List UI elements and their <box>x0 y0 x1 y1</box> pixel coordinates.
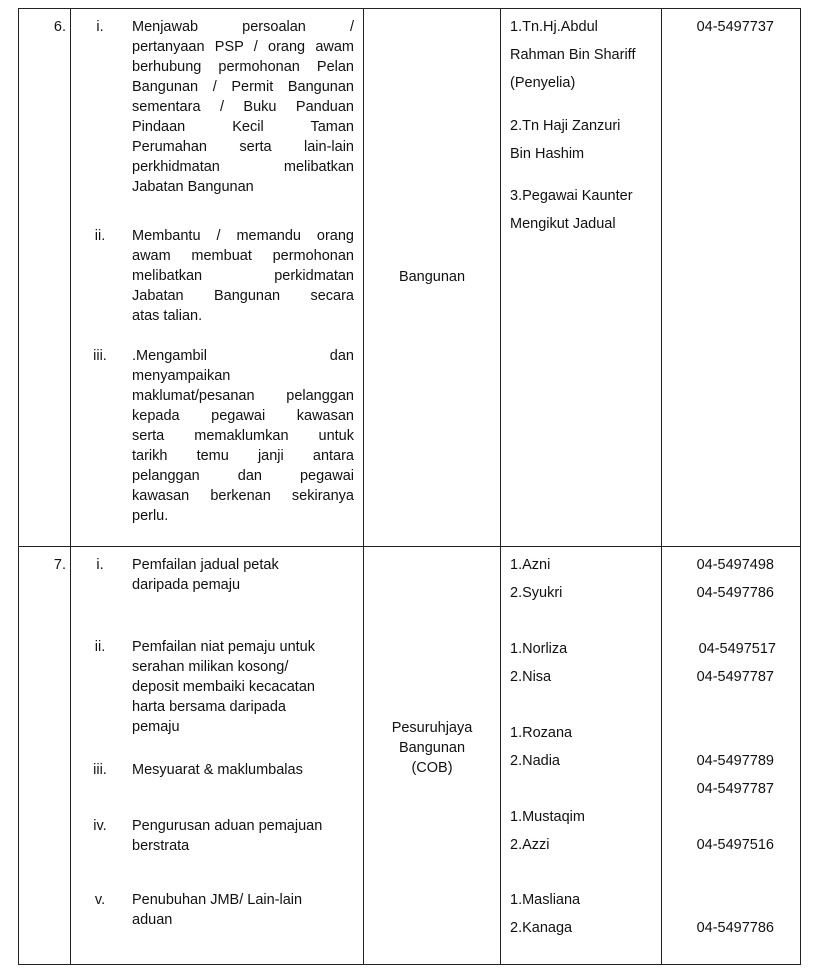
officer-name: 1.Mustaqim <box>510 809 585 825</box>
officer-name: 3.Pegawai Kaunter <box>510 188 633 204</box>
item-numeral: v. <box>94 892 106 908</box>
description-line: serahan milikan kosong/ <box>132 659 289 675</box>
officer-name: Bin Hashim <box>510 146 585 162</box>
row-divider <box>18 546 801 547</box>
column-divider <box>363 8 364 965</box>
item-description <box>132 226 354 326</box>
description-line: Membantu / memandu orang <box>132 228 354 244</box>
description-line: melibatkan perkidmatan <box>132 268 354 284</box>
description-line: serta memaklumkan untuk <box>132 428 354 444</box>
description-line: Perumahan serta lain-lain <box>132 139 354 155</box>
officer-name: 2.Tn Haji Zanzuri <box>510 118 621 134</box>
description-line: Mesyuarat & maklumbalas <box>132 762 303 778</box>
officer-name: 1.Rozana <box>510 725 573 741</box>
item-description <box>132 346 354 526</box>
officer-name: 2.Nisa <box>510 669 552 685</box>
description-line: Penubuhan JMB/ Lain-lain <box>132 892 303 908</box>
unit-name <box>365 718 499 778</box>
phone-number: 04-5497787 <box>696 781 774 797</box>
officer-name: 2.Azzi <box>510 837 550 853</box>
phone-number: 04-5497517 <box>698 641 776 657</box>
description-line: atas talian. <box>132 308 203 324</box>
description-line: pertanyaan PSP / orang awam <box>132 39 354 55</box>
officer-name: 1.Masliana <box>510 892 581 908</box>
description-line: Pemfailan jadual petak <box>132 557 279 573</box>
item-description <box>132 555 354 595</box>
description-line: perkhidmatan melibatkan <box>132 159 354 175</box>
item-numeral: iv. <box>93 818 107 834</box>
description-line: perlu. <box>132 508 169 524</box>
officer-name: Mengikut Jadual <box>510 216 616 232</box>
description-line: deposit membaiki kecacatan <box>132 679 315 695</box>
description-line: maklumat/pesanan pelanggan <box>132 388 354 404</box>
description-line: Menjawab persoalan / <box>132 19 354 35</box>
column-divider <box>70 8 71 965</box>
description-line: aduan <box>132 912 173 928</box>
description-line: berstrata <box>132 838 190 854</box>
officer-name: (Penyelia) <box>510 75 576 91</box>
description-line: Jabatan Bangunan secara <box>132 288 354 304</box>
item-description <box>132 17 354 197</box>
row-number: 6. <box>53 19 66 35</box>
phone-number: 04-5497789 <box>696 753 774 769</box>
phone-number: 04-5497786 <box>696 585 774 601</box>
item-numeral: iii. <box>93 762 107 778</box>
item-description <box>132 816 354 856</box>
description-line: pemaju <box>132 719 180 735</box>
officer-name: 1.Azni <box>510 557 551 573</box>
phone-number: 04-5497787 <box>696 669 774 685</box>
description-line: pelanggan dan pegawai <box>132 468 354 484</box>
item-description <box>132 760 354 780</box>
item-numeral: iii. <box>93 348 107 364</box>
description-line: Pengurusan aduan pemajuan <box>132 818 323 834</box>
description-line: tarikh temu janji antara <box>132 448 354 464</box>
description-line: daripada pemaju <box>132 577 241 593</box>
row-number: 7. <box>53 557 66 573</box>
unit-name-line: Pesuruhjaya <box>391 720 473 736</box>
item-numeral: ii. <box>94 228 106 244</box>
description-line: Pemfailan niat pemaju untuk <box>132 639 315 655</box>
unit-name: Bangunan <box>398 269 466 285</box>
item-numeral: ii. <box>94 639 106 655</box>
officer-name: 2.Kanaga <box>510 920 573 936</box>
column-divider <box>500 8 501 965</box>
phone-number: 04-5497516 <box>696 837 774 853</box>
unit-name-line: Bangunan <box>398 740 466 756</box>
description-line: berhubung permohonan Pelan <box>132 59 354 75</box>
description-line: Bangunan / Permit Bangunan <box>132 79 354 95</box>
description-line: Jabatan Bangunan <box>132 179 254 195</box>
phone-number: 04-5497737 <box>696 19 774 35</box>
officer-name: Rahman Bin Shariff <box>510 47 636 63</box>
phone-number: 04-5497498 <box>696 557 774 573</box>
officer-name: 1.Tn.Hj.Abdul <box>510 19 598 35</box>
description-line: .Mengambil dan <box>132 348 354 364</box>
officer-name: 2.Syukri <box>510 585 563 601</box>
phone-number: 04-5497786 <box>696 920 774 936</box>
item-description <box>132 637 354 737</box>
description-line: menyampaikan <box>132 368 231 384</box>
item-description <box>132 890 354 930</box>
description-line: kepada pegawai kawasan <box>132 408 354 424</box>
officer-name: 1.Norliza <box>510 641 568 657</box>
description-line: kawasan berkenan sekiranya <box>132 488 354 504</box>
officer-name: 2.Nadia <box>510 753 560 769</box>
description-line: awam membuat permohonan <box>132 248 354 264</box>
unit-name-line: (COB) <box>411 760 453 776</box>
description-line: sementara / Buku Panduan <box>132 99 354 115</box>
item-numeral: i. <box>96 19 104 35</box>
item-numeral: i. <box>96 557 104 573</box>
description-line: harta bersama daripada <box>132 699 286 715</box>
description-line: Pindaan Kecil Taman <box>132 119 354 135</box>
